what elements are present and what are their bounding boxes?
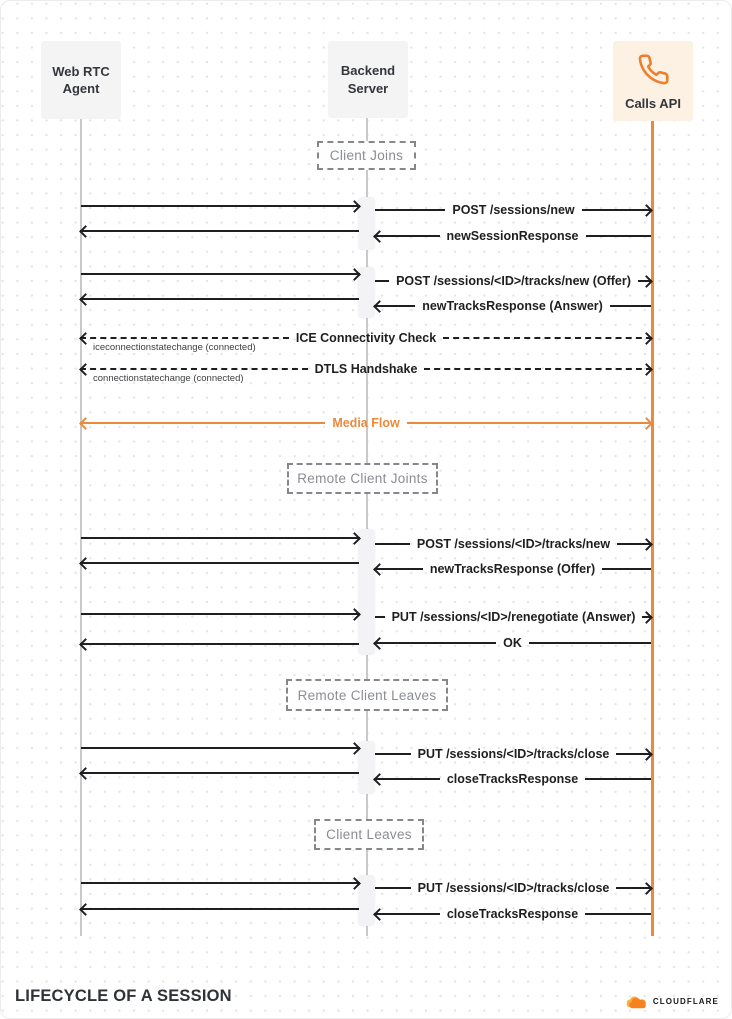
message-arrow	[81, 604, 359, 624]
message-arrow	[375, 200, 651, 220]
message-arrow	[81, 196, 359, 216]
arrowhead-right	[640, 363, 653, 376]
arrowhead-left	[373, 637, 386, 650]
arrowhead-left	[79, 363, 92, 376]
message-arrow	[81, 634, 359, 654]
phase-label-text: Remote Client Joints	[297, 471, 428, 486]
message-arrow	[375, 769, 651, 789]
arrowhead-left	[79, 767, 92, 780]
message-arrow	[81, 221, 359, 241]
message-arrow	[81, 763, 359, 783]
message-line	[585, 913, 651, 915]
message-line	[424, 368, 652, 370]
message-label: PUT /sessions/<ID>/tracks/close	[417, 880, 610, 895]
arrowhead-right	[640, 275, 653, 288]
arrowhead-right	[640, 417, 653, 430]
arrowhead-left	[79, 225, 92, 238]
phase-label-text: Client Leaves	[326, 827, 412, 842]
arrowhead-right	[348, 200, 361, 213]
message-arrow	[375, 534, 651, 554]
message-line	[375, 753, 411, 755]
arrowhead-right	[348, 268, 361, 281]
message-line	[602, 568, 651, 570]
message-label: POST /sessions/<ID>/tracks/new	[416, 536, 611, 551]
arrowhead-right	[348, 532, 361, 545]
phase-label-text: Remote Client Leaves	[297, 687, 437, 703]
arrowhead-right	[640, 538, 653, 551]
event-sublabel: iceconnectionstatechange (connected)	[93, 342, 256, 353]
message-line	[375, 209, 445, 211]
message-line	[81, 205, 360, 207]
arrowhead-left	[79, 903, 92, 916]
message-arrow	[375, 633, 651, 653]
message-arrow	[375, 226, 651, 246]
arrowhead-right	[348, 877, 361, 890]
phase-label-text: Client Joins	[329, 148, 404, 163]
message-arrow	[81, 899, 359, 919]
message-label: closeTracksResponse	[446, 906, 579, 921]
arrowhead-right	[640, 882, 653, 895]
cloudflare-wordmark: CLOUDFLARE	[652, 997, 719, 1006]
participant-label: Backend Server	[340, 63, 396, 96]
participant-label: Web RTC Agent	[52, 63, 110, 96]
cloudflare-logo	[623, 993, 719, 1010]
message-label: POST /sessions/<ID>/tracks/new (Offer)	[396, 273, 631, 288]
participant-label: Calls API	[625, 96, 681, 112]
phase-label	[317, 141, 416, 170]
message-line	[80, 562, 359, 564]
arrowhead-right	[640, 204, 653, 217]
message-line	[443, 337, 652, 339]
message-line	[610, 305, 651, 307]
message-arrow	[375, 607, 651, 627]
message-line	[80, 422, 325, 424]
participant-calls-api	[613, 41, 693, 121]
phase-label	[286, 679, 448, 711]
arrowhead-left	[373, 230, 386, 243]
message-label: PUT /sessions/<ID>/tracks/close	[417, 746, 610, 761]
arrowhead-left	[79, 332, 92, 345]
message-line	[585, 778, 651, 780]
message-label: newSessionResponse	[446, 228, 579, 243]
message-arrow	[81, 359, 651, 384]
participant-backend-server	[328, 41, 408, 118]
message-label: OK	[503, 635, 522, 650]
message-arrow	[81, 738, 359, 758]
message-arrow	[81, 528, 359, 548]
message-line	[80, 337, 289, 339]
message-line	[407, 422, 652, 424]
message-arrow	[375, 744, 651, 764]
message-label: POST /sessions/new	[452, 202, 575, 217]
message-line	[80, 298, 359, 300]
message-arrow	[81, 264, 359, 284]
phone-icon	[637, 53, 670, 86]
activation-bar	[358, 197, 375, 250]
arrowhead-left	[79, 557, 92, 570]
phase-label	[314, 819, 424, 850]
message-line	[375, 616, 385, 618]
message-arrow	[81, 873, 359, 893]
message-line	[375, 887, 411, 889]
arrowhead-left	[373, 563, 386, 576]
message-line	[81, 273, 360, 275]
arrowhead-right	[348, 742, 361, 755]
message-line	[375, 280, 389, 282]
message-line	[80, 230, 359, 232]
arrowhead-right	[640, 748, 653, 761]
message-line	[80, 908, 359, 910]
cloudflare-cloud-icon	[623, 993, 650, 1010]
message-line	[81, 882, 360, 884]
arrowhead-left	[373, 908, 386, 921]
message-line	[529, 642, 651, 644]
message-label: DTLS Handshake	[314, 361, 418, 376]
message-label: PUT /sessions/<ID>/renegotiate (Answer)	[391, 609, 636, 624]
message-label: newTracksResponse (Offer)	[429, 561, 596, 576]
message-arrow	[81, 413, 651, 433]
message-line	[80, 368, 308, 370]
message-arrow	[81, 328, 651, 353]
message-line	[586, 235, 652, 237]
phase-label	[287, 463, 438, 494]
message-arrow	[375, 559, 651, 579]
arrowhead-left	[373, 300, 386, 313]
participant-webrtc-agent	[41, 41, 121, 119]
message-arrow	[81, 289, 359, 309]
activation-bar	[358, 529, 375, 655]
message-line	[80, 643, 359, 645]
arrowhead-right	[348, 608, 361, 621]
message-line	[81, 747, 360, 749]
event-sublabel: connectionstatechange (connected)	[93, 373, 244, 384]
message-line	[374, 642, 496, 644]
message-arrow	[375, 878, 651, 898]
arrowhead-left	[373, 773, 386, 786]
message-line	[375, 543, 410, 545]
message-label: Media Flow	[332, 415, 400, 430]
message-line	[81, 613, 360, 615]
message-arrow	[375, 904, 651, 924]
arrowhead-left	[79, 417, 92, 430]
message-label: closeTracksResponse	[446, 771, 579, 786]
arrowhead-left	[79, 293, 92, 306]
message-label: newTracksResponse (Answer)	[422, 298, 603, 313]
arrowhead-left	[79, 638, 92, 651]
message-arrow	[375, 296, 651, 316]
message-arrow	[81, 553, 359, 573]
message-line	[81, 537, 360, 539]
arrowhead-right	[640, 332, 653, 345]
activation-bar	[358, 741, 375, 794]
diagram-title: LIFECYCLE OF A SESSION	[15, 987, 232, 1005]
message-line	[80, 772, 359, 774]
message-label: ICE Connectivity Check	[295, 330, 437, 345]
message-arrow	[375, 271, 651, 291]
